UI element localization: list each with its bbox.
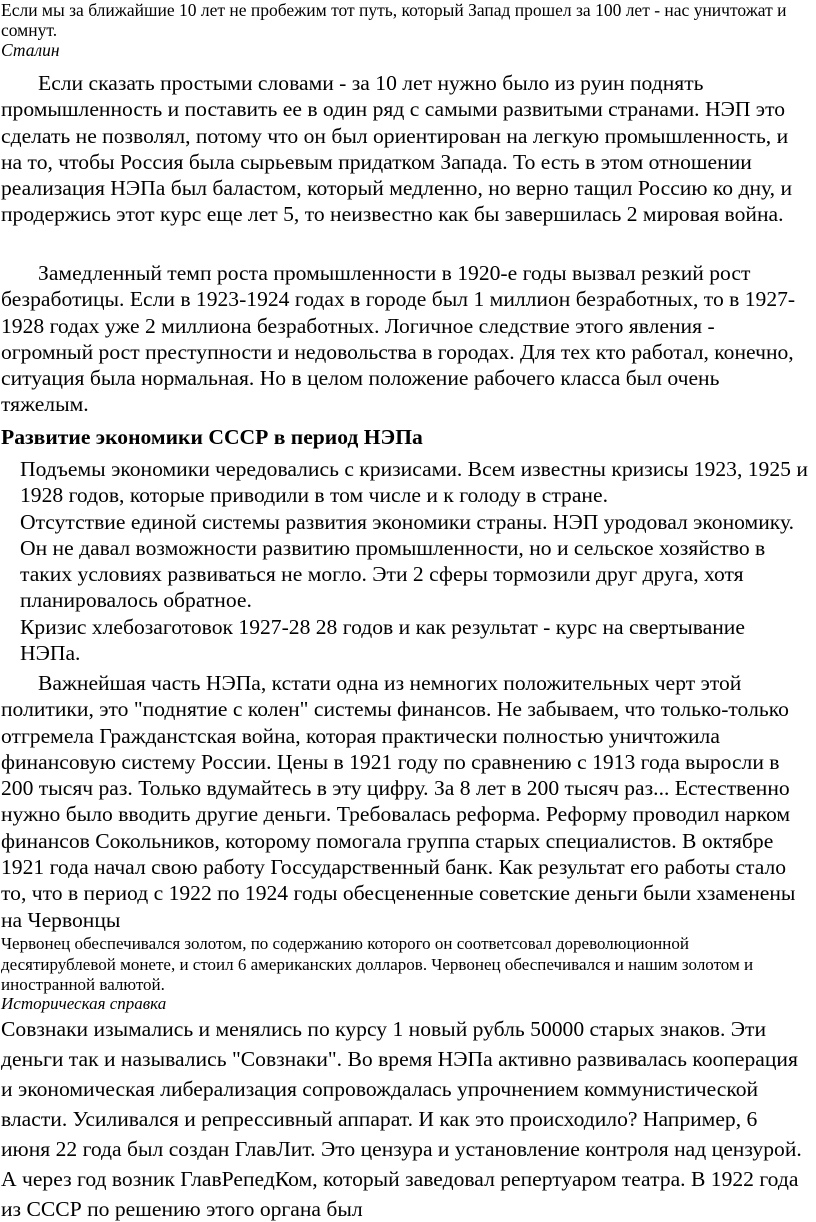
epigraph-quote: Если мы за ближайшие 10 лет не пробежим тот путь, который Запад прошел за 100 лет - нас уничтожат и сомнут. [1,0,787,40]
paragraph-unemployment: Замедленный темп роста промышленности в 1920-е годы вызвал резкий рост безработицы. Если в 1923-1924 годах в городе был 1 миллион безработных, то в 1927-1928 годах уже 2 миллиона безработных. Логичное следствие этого явления - огромный рост преступности и недовольства в городах. Для тех кто работал, конечно, ситуация была нормальная. Но в целом положение рабочего класса был очень тяжелым. [1,261,796,417]
historical-note-caption: Историческая справка [1,994,167,1013]
paragraph-sovznaki: Совзнаки изымались и менялись по курсу 1 новый рубль 50000 старых знаков. Эти деньги так и назывались "Совзнаки". Во время НЭПа активно развивалась кооперация и экономическая либерализация сопровождалась упрочнением коммунистической власти. Усиливался и репрессивный аппарат. И как это происходило? Например, 6 июня 22 года был создан ГлавЛит. Это цензура и установление контроля над цензурой. А через год возник ГлавРепедКом, который заведовал репертуаром театра. В 1922 года из СССР по решению этого органа был [1,1017,802,1221]
list-item: Отсутствие единой системы развития экономики страны. НЭП уродовал экономику. Он не давал возможности развитию промышленности, но и сельское хозяйство в таких условиях развиваться не могло. Эти 2 сферы тормозили друг друга, хотя планировалось обратное. [20,509,794,613]
economy-points-list [20,456,810,666]
list-item: Подъемы экономики чередовались с кризисами. Всем известны кризисы 1923, 1925 и 1928 годов, которые приводили в том числе и к голоду в стране. [20,457,808,508]
epigraph-author: Сталин [1,40,60,60]
section-heading: Развитие экономики СССР в период НЭПа [1,425,423,449]
list-item: Кризис хлебозаготовок 1927-28 28 годов и как результат - курс на свертывание НЭПа. [20,614,745,666]
paragraph-finance: Важнейшая часть НЭПа, кстати одна из немногих положительных черт этой политики, это "поднятие с колен" системы финансов. Не забываем, что только-только отгремела Гражданстская война, которая практически полностью уничтожила финансовую систему России. Цены в 1921 году по сравнению с 1913 года выросли в 200 тысяч раз. Только вдумайтесь в эту цифру. За 8 лет в 200 тысяч раз... Естественно нужно было вводить другие деньги. Требовалась реформа. Реформу проводил нарком финансов Сокольников, которому помогала группа старых специалистов. В октябре 1921 года начал свою работу Госсударственный банк. Как результат его работы стало то, что в период с 1922 по 1924 годы обесцененные советские деньги были хзаменены на Червонцы [1,671,796,932]
chervonets-note: Червонец обеспечивался золотом, по содержанию которого он соответсовал дореволюционной десятирублевой монете, и стоил 6 американских долларов. Червонец обеспечивался и нашим золотом и иностранной валютой. [1,934,754,994]
paragraph-industry: Если сказать простыми словами - за 10 лет нужно было из руин поднять промышленность и поставить ее в один ряд с самыми развитыми странами. НЭП это сделать не позволял, потому что он был ориентирован на легкую промышленность, и на то, чтобы Россия была сырьевым придатком Запада. То есть в этом отношении реализация НЭПа был баластом, который медленно, но верно тащил Россию ко дну, и продержись этот курс еще лет 5, то неизвестно как бы завершилась 2 мировая война. [1,71,793,227]
